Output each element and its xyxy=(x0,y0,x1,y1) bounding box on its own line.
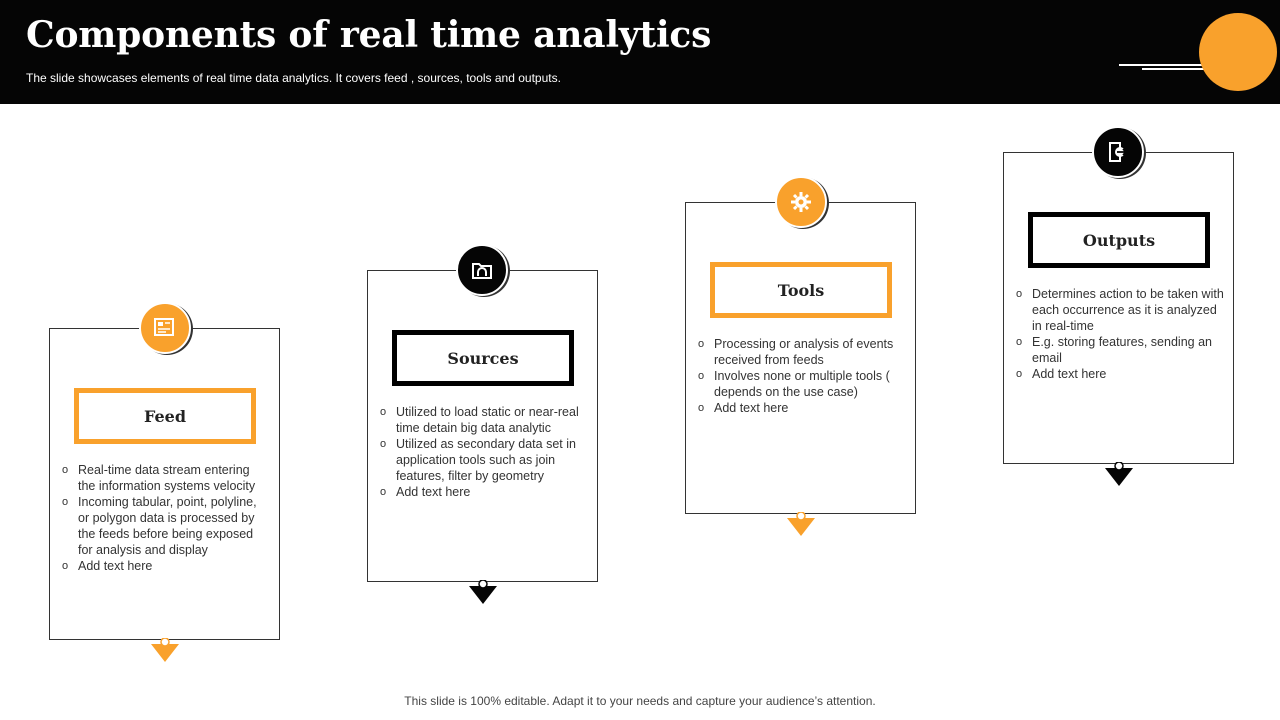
outputs-label: Outputs xyxy=(1028,212,1210,268)
feed-card xyxy=(49,328,280,640)
feed-label: Feed xyxy=(74,388,256,444)
list-item: o Determines action to be taken with each occurrence as it is analyzed in real-time xyxy=(1016,286,1224,334)
pin-marker-icon xyxy=(467,580,499,606)
tools-bullet-list xyxy=(698,336,906,416)
feed-document-icon xyxy=(139,302,191,354)
list-item: o Processing or analysis of events received from feeds xyxy=(698,336,906,368)
list-item: o Incoming tabular, point, polyline, or polygon data is processed by the feeds before being exposed for analysis and display xyxy=(62,494,270,558)
pin-marker-icon xyxy=(149,638,181,664)
folder-icon xyxy=(456,244,508,296)
page-title: Components of real time analytics xyxy=(26,14,712,56)
gear-tool-icon xyxy=(775,176,827,228)
header-banner xyxy=(0,0,1280,104)
outputs-card xyxy=(1003,152,1234,464)
export-icon xyxy=(1092,126,1144,178)
sources-label: Sources xyxy=(392,330,574,386)
tools-label: Tools xyxy=(710,262,892,318)
sources-bullet-list xyxy=(380,404,588,500)
feed-bullet-list xyxy=(62,462,270,574)
list-item: o Involves none or multiple tools ( depends on the use case) xyxy=(698,368,906,400)
page-subtitle: The slide showcases elements of real time data analytics. It covers feed , sources, tools and outputs. xyxy=(26,71,561,85)
tools-card xyxy=(685,202,916,514)
list-item: o Add text here xyxy=(698,400,906,416)
list-item: o Add text here xyxy=(1016,366,1224,382)
list-item: o Add text here xyxy=(380,484,588,500)
list-item: o Real-time data stream entering the information systems velocity xyxy=(62,462,270,494)
list-item: o Add text here xyxy=(62,558,270,574)
list-item: o E.g. storing features, sending an email xyxy=(1016,334,1224,366)
decorative-sun-circle xyxy=(1199,13,1277,91)
footer-note: This slide is 100% editable. Adapt it to your needs and capture your audience’s attention. xyxy=(404,694,876,708)
sources-card xyxy=(367,270,598,582)
list-item: o Utilized to load static or near-real time detain big data analytic xyxy=(380,404,588,436)
pin-marker-icon xyxy=(1103,462,1135,488)
list-item: o Utilized as secondary data set in application tools such as join features, filter by geometry xyxy=(380,436,588,484)
pin-marker-icon xyxy=(785,512,817,538)
outputs-bullet-list xyxy=(1016,286,1224,382)
